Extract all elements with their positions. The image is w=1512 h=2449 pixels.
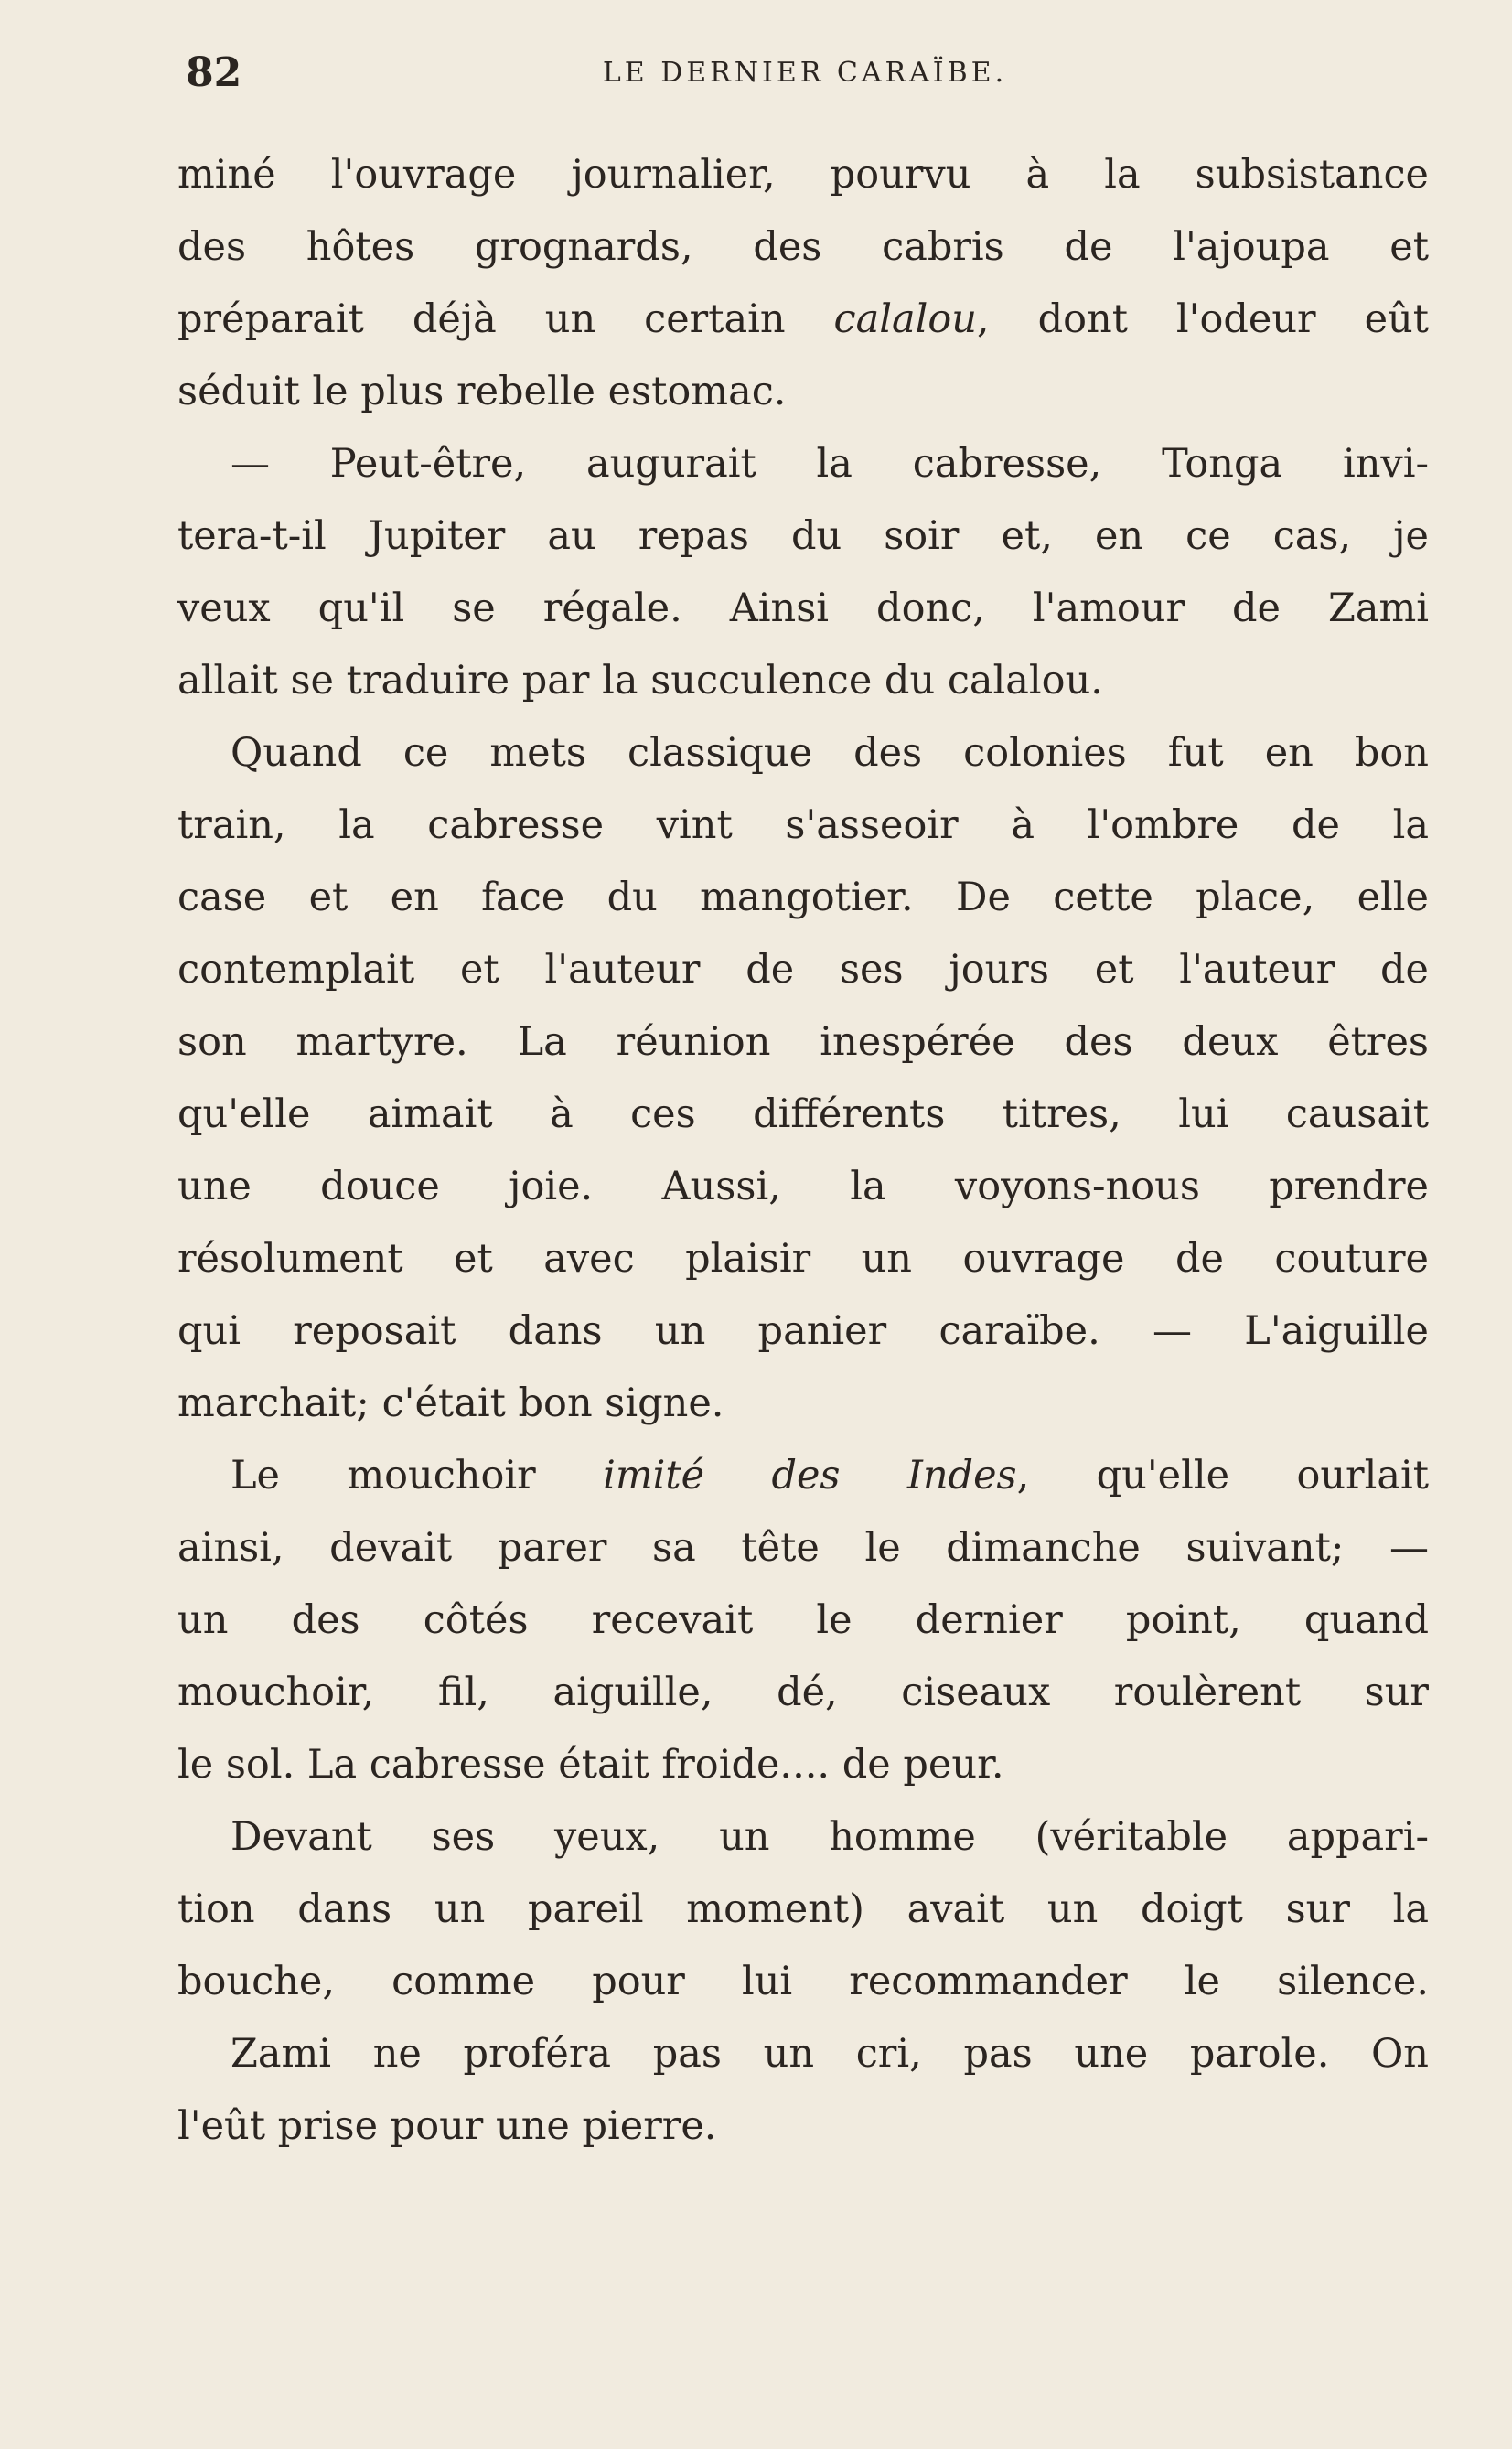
text-line	[177, 284, 1429, 356]
text-line: contemplait et l'auteur de ses jours et l'auteur de	[177, 947, 1429, 993]
text-line: — Peut-être, augurait la cabresse, Tonga invi-	[231, 441, 1429, 487]
text-line: case et en face du mangotier. De cette place, elle	[177, 875, 1429, 920]
text-line: Devant ses yeux, un homme (véritable appari-	[231, 1814, 1429, 1860]
text-line: résolument et avec plaisir un ouvrage de couture	[177, 1236, 1429, 1282]
text-line: veux qu'il se régale. Ainsi donc, l'amour de Zami	[177, 585, 1429, 631]
text-fragment: , qu'elle ourlait	[1016, 1453, 1429, 1498]
text-line: séduit le plus rebelle estomac.	[177, 369, 787, 414]
text-line	[177, 1440, 1429, 1512]
italic-term: calalou	[833, 296, 977, 342]
text-line: l'eût prise pour une pierre.	[177, 2103, 717, 2149]
text-line: des hôtes grognards, des cabris de l'ajoupa et	[177, 224, 1429, 270]
page-number: 82	[186, 49, 242, 96]
text-line: Quand ce mets classique des colonies fut en bon	[231, 730, 1429, 776]
text-line: qu'elle aimait à ces différents titres, lui causait	[177, 1091, 1429, 1137]
body-text	[177, 139, 1429, 2163]
page-header	[178, 46, 1432, 101]
text-line: le sol. La cabresse était froide.... de peur.	[177, 1742, 1004, 1788]
text-fragment: Le mouchoir	[231, 1453, 604, 1498]
text-line: une douce joie. Aussi, la voyons-nous prendre	[177, 1164, 1429, 1209]
text-line: qui reposait dans un panier caraïbe. — L'aiguille	[177, 1308, 1429, 1354]
text-line: son martyre. La réunion inespérée des deux êtres	[177, 1019, 1429, 1065]
italic-term: imité des Indes	[603, 1453, 1017, 1498]
text-line: marchait; c'était bon signe.	[177, 1380, 724, 1426]
text-line: tera-t-il Jupiter au repas du soir et, en ce cas, je	[177, 513, 1429, 559]
text-line: miné l'ouvrage journalier, pourvu à la subsistance	[177, 152, 1429, 198]
text-line: tion dans un pareil moment) avait un doigt sur la	[177, 1886, 1429, 1932]
text-line: mouchoir, fil, aiguille, dé, ciseaux roulèrent sur	[177, 1670, 1429, 1715]
text-line: allait se traduire par la succulence du calalou.	[177, 658, 1103, 704]
text-line: train, la cabresse vint s'asseoir à l'ombre de la	[177, 802, 1429, 848]
text-fragment: , dont l'odeur eût	[976, 296, 1429, 342]
text-line: bouche, comme pour lui recommander le silence.	[177, 1959, 1429, 2004]
text-fragment: préparait déjà un certain	[177, 296, 834, 342]
text-line: un des côtés recevait le dernier point, quand	[177, 1597, 1429, 1643]
running-head: LE DERNIER CARAÏBE.	[602, 57, 1008, 89]
text-line: ainsi, devait parer sa tête le dimanche suivant; —	[177, 1525, 1429, 1571]
text-line: Zami ne proféra pas un cri, pas une parole. On	[231, 2031, 1429, 2077]
